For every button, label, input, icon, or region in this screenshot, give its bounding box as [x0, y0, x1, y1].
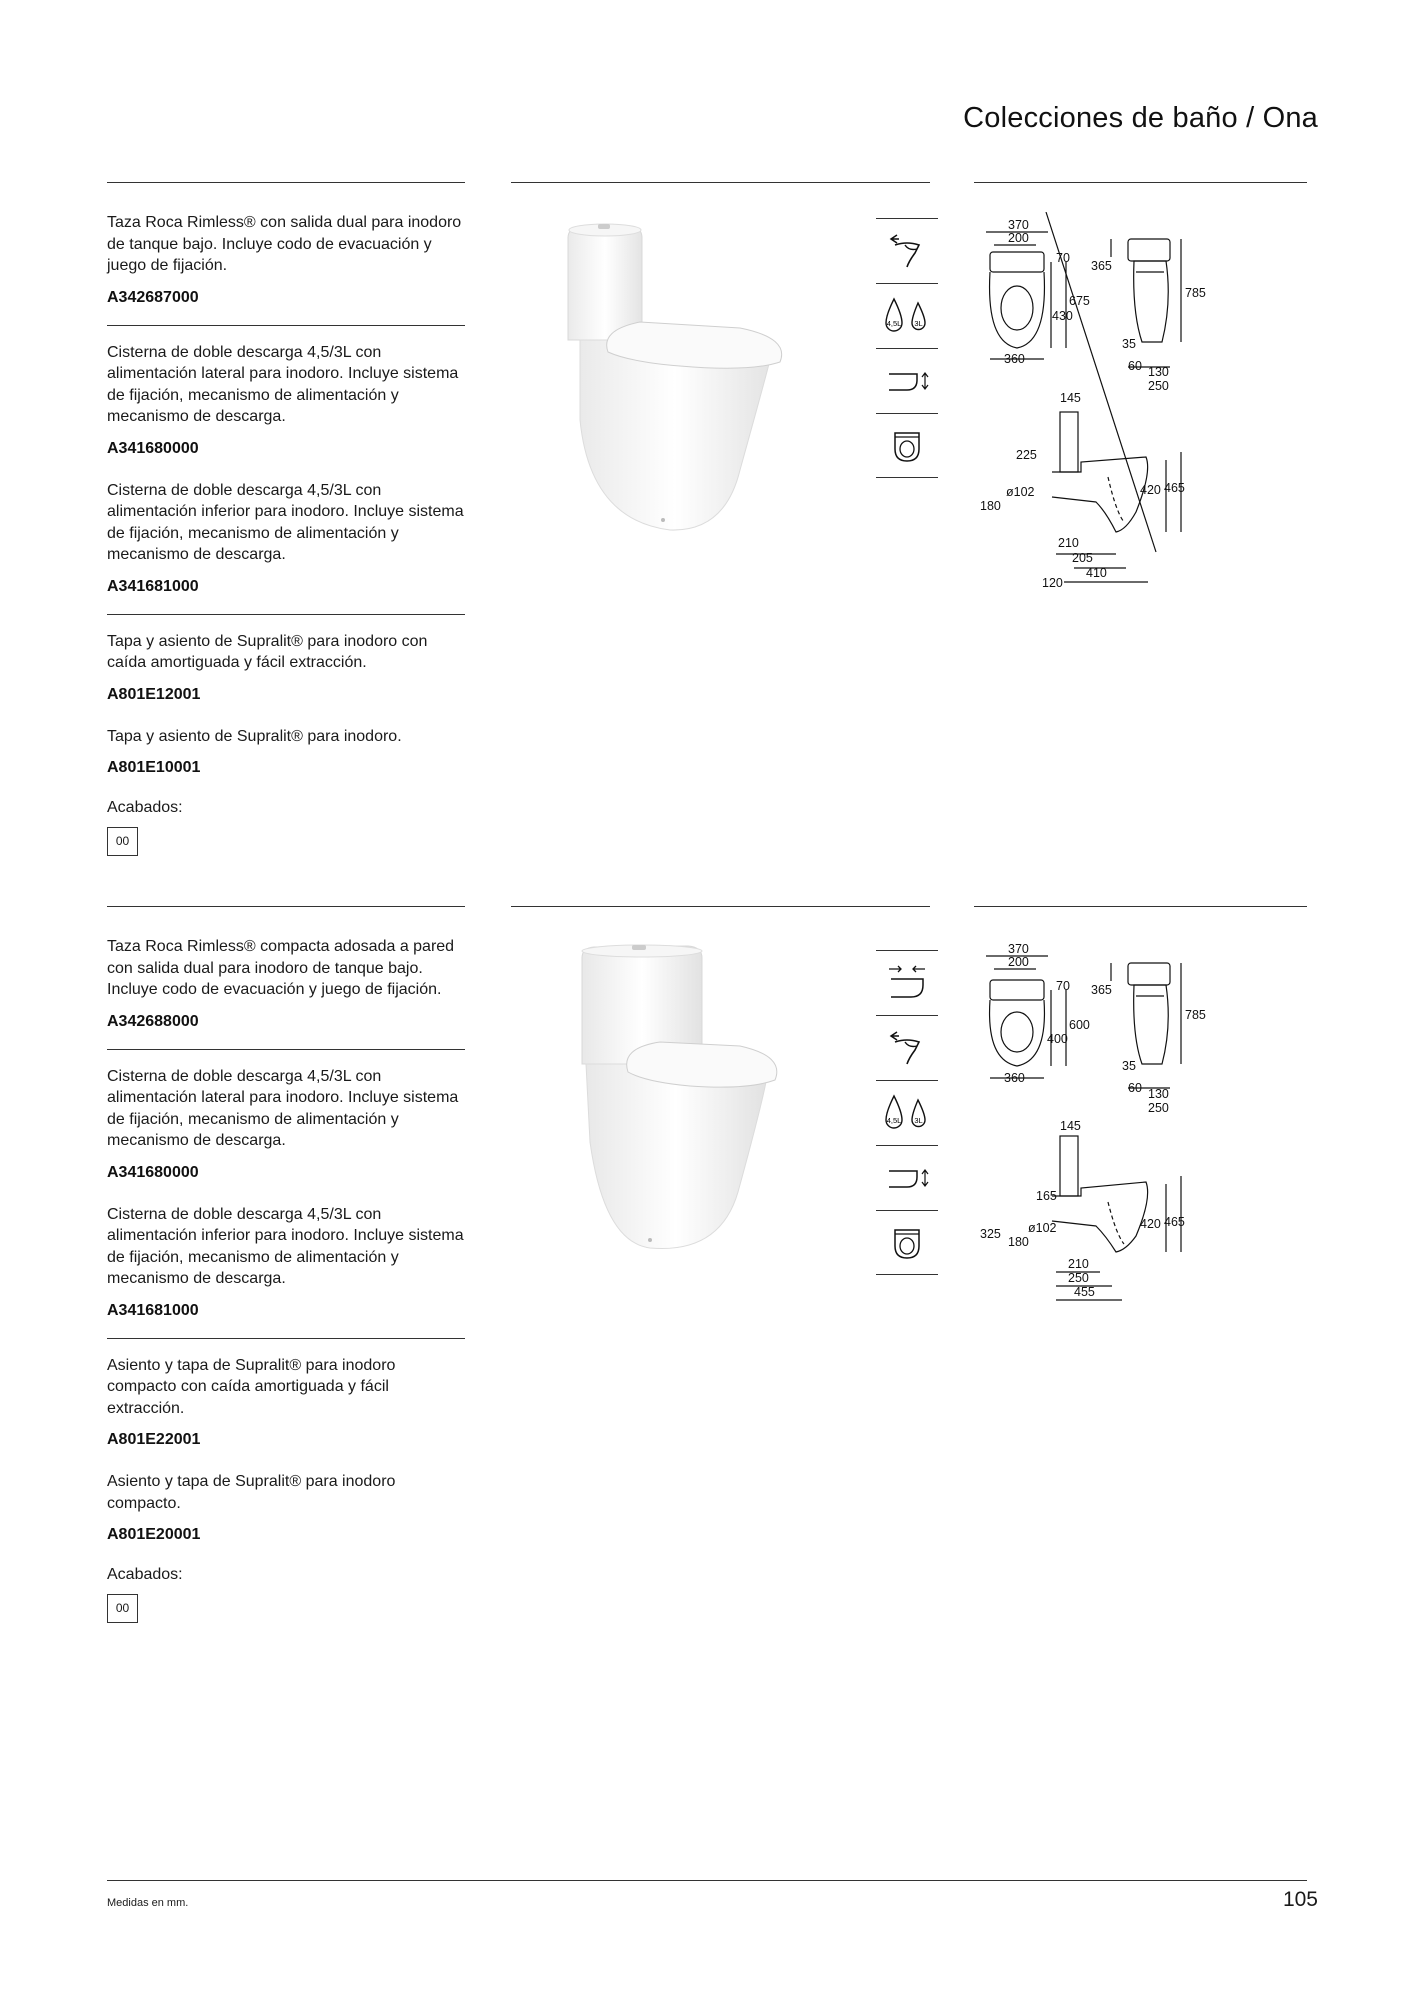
dim-label: 785 [1185, 1008, 1206, 1022]
dim-label: 600 [1069, 1018, 1090, 1032]
section-divider [974, 182, 1307, 183]
dim-label: 250 [1148, 1101, 1169, 1115]
product-2-spec-list [107, 936, 465, 1623]
dim-label: 200 [1008, 231, 1029, 245]
soft-close-seat-icon [876, 1210, 938, 1275]
dim-label: 130 [1148, 365, 1169, 379]
section-divider [511, 906, 930, 907]
dim-label: 400 [1047, 1032, 1068, 1046]
dim-label: 70 [1056, 979, 1070, 993]
dim-label: 145 [1060, 1119, 1081, 1133]
dim-label: 60 [1128, 359, 1142, 373]
dim-label: ø102 [1006, 485, 1035, 499]
rimless-flush-icon [876, 1015, 938, 1080]
product-code: A342687000 [107, 288, 199, 306]
dim-label: 420 [1140, 483, 1161, 497]
feature-icons [876, 218, 938, 478]
dual-flush-icon [876, 1080, 938, 1145]
product-description: Cisterna de doble descarga 4,5/3L con alimentación inferior para inodoro. Incluye sistema de fijación, mecanismo de alimentación y mecanismo de descarga. [107, 481, 464, 563]
product-description: Taza Roca Rimless® con salida dual para inodoro de tanque bajo. Incluye codo de evacuación y juego de fijación. [107, 214, 462, 274]
product-description: Cisterna de doble descarga 4,5/3L con alimentación lateral para inodoro. Incluye sistema de fijación, mecanismo de alimentación y mecanismo de descarga. [107, 343, 459, 425]
product-description: Asiento y tapa de Supralit® para inodoro compacto con caída amortiguada y fácil extracción. [107, 1356, 396, 1417]
dim-label: 225 [1016, 448, 1037, 462]
dim-label: 180 [980, 499, 1001, 513]
product-description: Cisterna de doble descarga 4,5/3L con alimentación lateral para inodoro. Incluye sistema de fijación, mecanismo de alimentación y mecanismo de descarga. [107, 1067, 459, 1149]
dim-label: 370 [1008, 218, 1029, 232]
dim-label: 35 [1122, 1059, 1136, 1073]
product-description: Asiento y tapa de Supralit® para inodoro compacto. [107, 1473, 396, 1512]
dim-label: 410 [1086, 566, 1107, 580]
dual-flush-icon [876, 283, 938, 348]
item-divider [107, 1338, 465, 1339]
dim-label: 370 [1008, 942, 1029, 956]
dim-label: 210 [1058, 536, 1079, 550]
dim-label: 785 [1185, 286, 1206, 300]
section-divider [107, 182, 465, 183]
dim-label: 465 [1164, 1215, 1185, 1229]
product-code: A801E10001 [107, 759, 201, 776]
dim-label: 365 [1091, 983, 1112, 997]
product-code: A801E12001 [107, 685, 201, 703]
product-code: A341681000 [107, 577, 199, 595]
footer-divider [107, 1880, 1307, 1881]
product-code: A341680000 [107, 1163, 199, 1181]
rimless-flush-icon [876, 218, 938, 283]
flush-volume-half: 3L [914, 319, 923, 328]
finish-swatch: 00 [107, 1594, 138, 1623]
product-description: Tapa y asiento de Supralit® para inodoro. [107, 727, 402, 745]
product-description: Cisterna de doble descarga 4,5/3L con alimentación inferior para inodoro. Incluye sistema de fijación, mecanismo de alimentación y mecanismo de descarga. [107, 1205, 464, 1287]
dim-label: 180 [1008, 1235, 1029, 1249]
dim-label: 455 [1074, 1285, 1095, 1299]
product-code: A342688000 [107, 1012, 199, 1030]
item-divider [107, 325, 465, 326]
section-divider [974, 906, 1307, 907]
dim-label: 325 [980, 1227, 1001, 1241]
dim-label: 120 [1042, 576, 1063, 590]
feature-icons [876, 950, 938, 1275]
flush-height-icon [876, 348, 938, 413]
dim-label: 465 [1164, 481, 1185, 495]
dim-label: 360 [1004, 352, 1025, 366]
product-description: Taza Roca Rimless® compacta adosada a pared con salida dual para inodoro de tanque bajo. Incluye codo de evacuación y juego de fijación. [107, 938, 455, 998]
item-divider [107, 614, 465, 615]
product-code: A801E20001 [107, 1526, 201, 1543]
page-number: 105 [1282, 1888, 1318, 1911]
product-code: A341680000 [107, 439, 199, 457]
dim-label: ø102 [1028, 1221, 1057, 1235]
product-1-spec-list [107, 212, 465, 856]
footer-note: Medidas en mm. [107, 1897, 189, 1909]
dim-label: 360 [1004, 1071, 1025, 1085]
dim-label: 205 [1072, 551, 1093, 565]
finishes-label: Acabados: [107, 799, 183, 816]
dim-label: 35 [1122, 337, 1136, 351]
dim-label: 420 [1140, 1217, 1161, 1231]
dim-label: 165 [1036, 1189, 1057, 1203]
dim-label: 430 [1052, 309, 1073, 323]
dim-label: 60 [1128, 1081, 1142, 1095]
flush-height-icon [876, 1145, 938, 1210]
dim-label: 675 [1069, 294, 1090, 308]
dim-label: 365 [1091, 259, 1112, 273]
soft-close-seat-icon [876, 413, 938, 478]
product-description: Tapa y asiento de Supralit® para inodoro con caída amortiguada y fácil extracción. [107, 632, 428, 671]
toilet-photo [570, 942, 810, 1262]
section-divider [511, 182, 930, 183]
finishes-label: Acabados: [107, 1566, 183, 1583]
dim-label: 130 [1148, 1087, 1169, 1101]
product-code: A341681000 [107, 1301, 199, 1319]
dim-label: 200 [1008, 955, 1029, 969]
dim-label: 250 [1148, 379, 1169, 393]
back-to-wall-icon [876, 950, 938, 1015]
dim-label: 70 [1056, 251, 1070, 265]
dim-label: 145 [1060, 391, 1081, 405]
flush-volume-half: 3L [914, 1116, 923, 1125]
product-code: A801E22001 [107, 1431, 201, 1448]
page-title: Colecciones de baño / Ona [963, 102, 1318, 134]
section-divider [107, 906, 465, 907]
dim-label: 250 [1068, 1271, 1089, 1285]
dim-label: 210 [1068, 1257, 1089, 1271]
item-divider [107, 1049, 465, 1050]
flush-volume-full: 4,5L [886, 1116, 902, 1125]
flush-volume-full: 4,5L [886, 319, 902, 328]
technical-drawing [976, 212, 1306, 592]
toilet-photo [560, 220, 810, 540]
technical-drawing [976, 936, 1306, 1316]
finish-swatch: 00 [107, 827, 138, 856]
